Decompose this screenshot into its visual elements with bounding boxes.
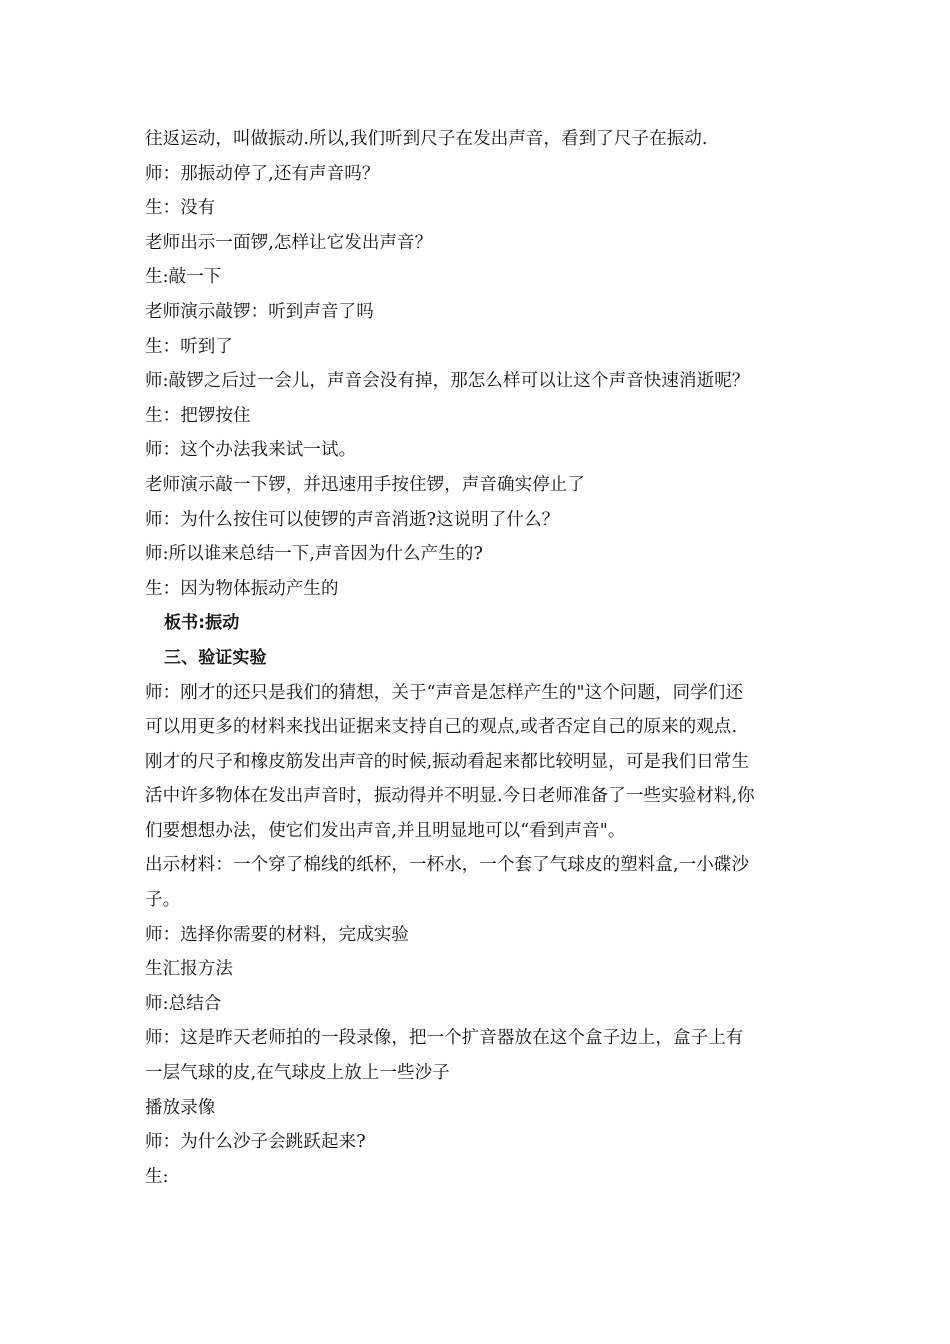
- text-line: 师：为什么按住可以使锣的声音消逝?这说明了什么？: [145, 509, 560, 530]
- blackboard-heading: 板书:振动: [164, 613, 240, 634]
- text-line: 生：把锣按住: [145, 405, 251, 426]
- text-line: 播放录像: [145, 1097, 216, 1118]
- text-line: 刚才的尺子和橡皮筋发出声音的时候,振动看起来都比较明显，可是我们日常生: [145, 751, 750, 772]
- text-line: 师：这是昨天老师拍的一段录像，把一个扩音器放在这个盒子边上，盒子上有: [145, 1028, 744, 1049]
- text-line: 子。: [145, 890, 181, 911]
- text-line: 生汇报方法: [145, 959, 233, 980]
- text-line: 生：因为物体振动产生的: [145, 578, 339, 599]
- text-line: 往返运动，叫做振动.所以,我们听到尺子在发出声音，看到了尺子在振动.: [145, 129, 708, 149]
- text-line: 师：这个办法我来试一试。: [145, 440, 357, 461]
- text-line: 生:敲一下: [145, 267, 222, 288]
- text-line: 老师演示敲一下锣，并迅速用手按住锣，声音确实停止了: [145, 474, 585, 495]
- text-line: 师:所以谁来总结一下,声音因为什么产生的?: [145, 544, 483, 565]
- text-line: 师：选择你需要的材料，完成实验: [145, 924, 409, 945]
- section-heading: 三、验证实验: [164, 647, 267, 668]
- text-line: 生：没有: [145, 198, 216, 219]
- document-body: [145, 122, 813, 1194]
- text-line: 一层气球的皮,在气球皮上放上一些沙子: [145, 1063, 450, 1084]
- text-line: 生:: [145, 1166, 169, 1187]
- text-line: 师：那振动停了,还有声音吗？: [145, 163, 380, 184]
- text-line: 出示材料：一个穿了棉线的纸杯，一杯水，一个套了气球皮的塑料盒,一小碟沙: [145, 855, 750, 876]
- text-line: 师：刚才的还只是我们的猜想，关于“声音是怎样产生的"这个问题，同学们还: [145, 682, 743, 703]
- text-line: 可以用更多的材料来找出证据来支持自己的观点,或者否定自己的原来的观点.: [145, 717, 738, 738]
- text-line: 老师出示一面锣,怎样让它发出声音？: [145, 232, 433, 253]
- text-line: 师：为什么沙子会跳跃起来?: [145, 1132, 366, 1153]
- text-line: 们要想想办法，使它们发出声音,并且明显地可以“看到声音"。: [145, 820, 626, 841]
- text-line: 师:敲锣之后过一会儿，声音会没有掉，那怎么样可以让这个声音快速消逝呢？: [145, 371, 750, 392]
- text-line: 老师演示敲锣：听到声音了吗: [145, 301, 374, 322]
- text-line: 活中许多物体在发出声音时，振动得并不明显.今日老师准备了一些实验材料,你: [145, 786, 755, 807]
- text-line: 生：听到了: [145, 336, 233, 357]
- text-line: 师:总结合: [145, 993, 222, 1014]
